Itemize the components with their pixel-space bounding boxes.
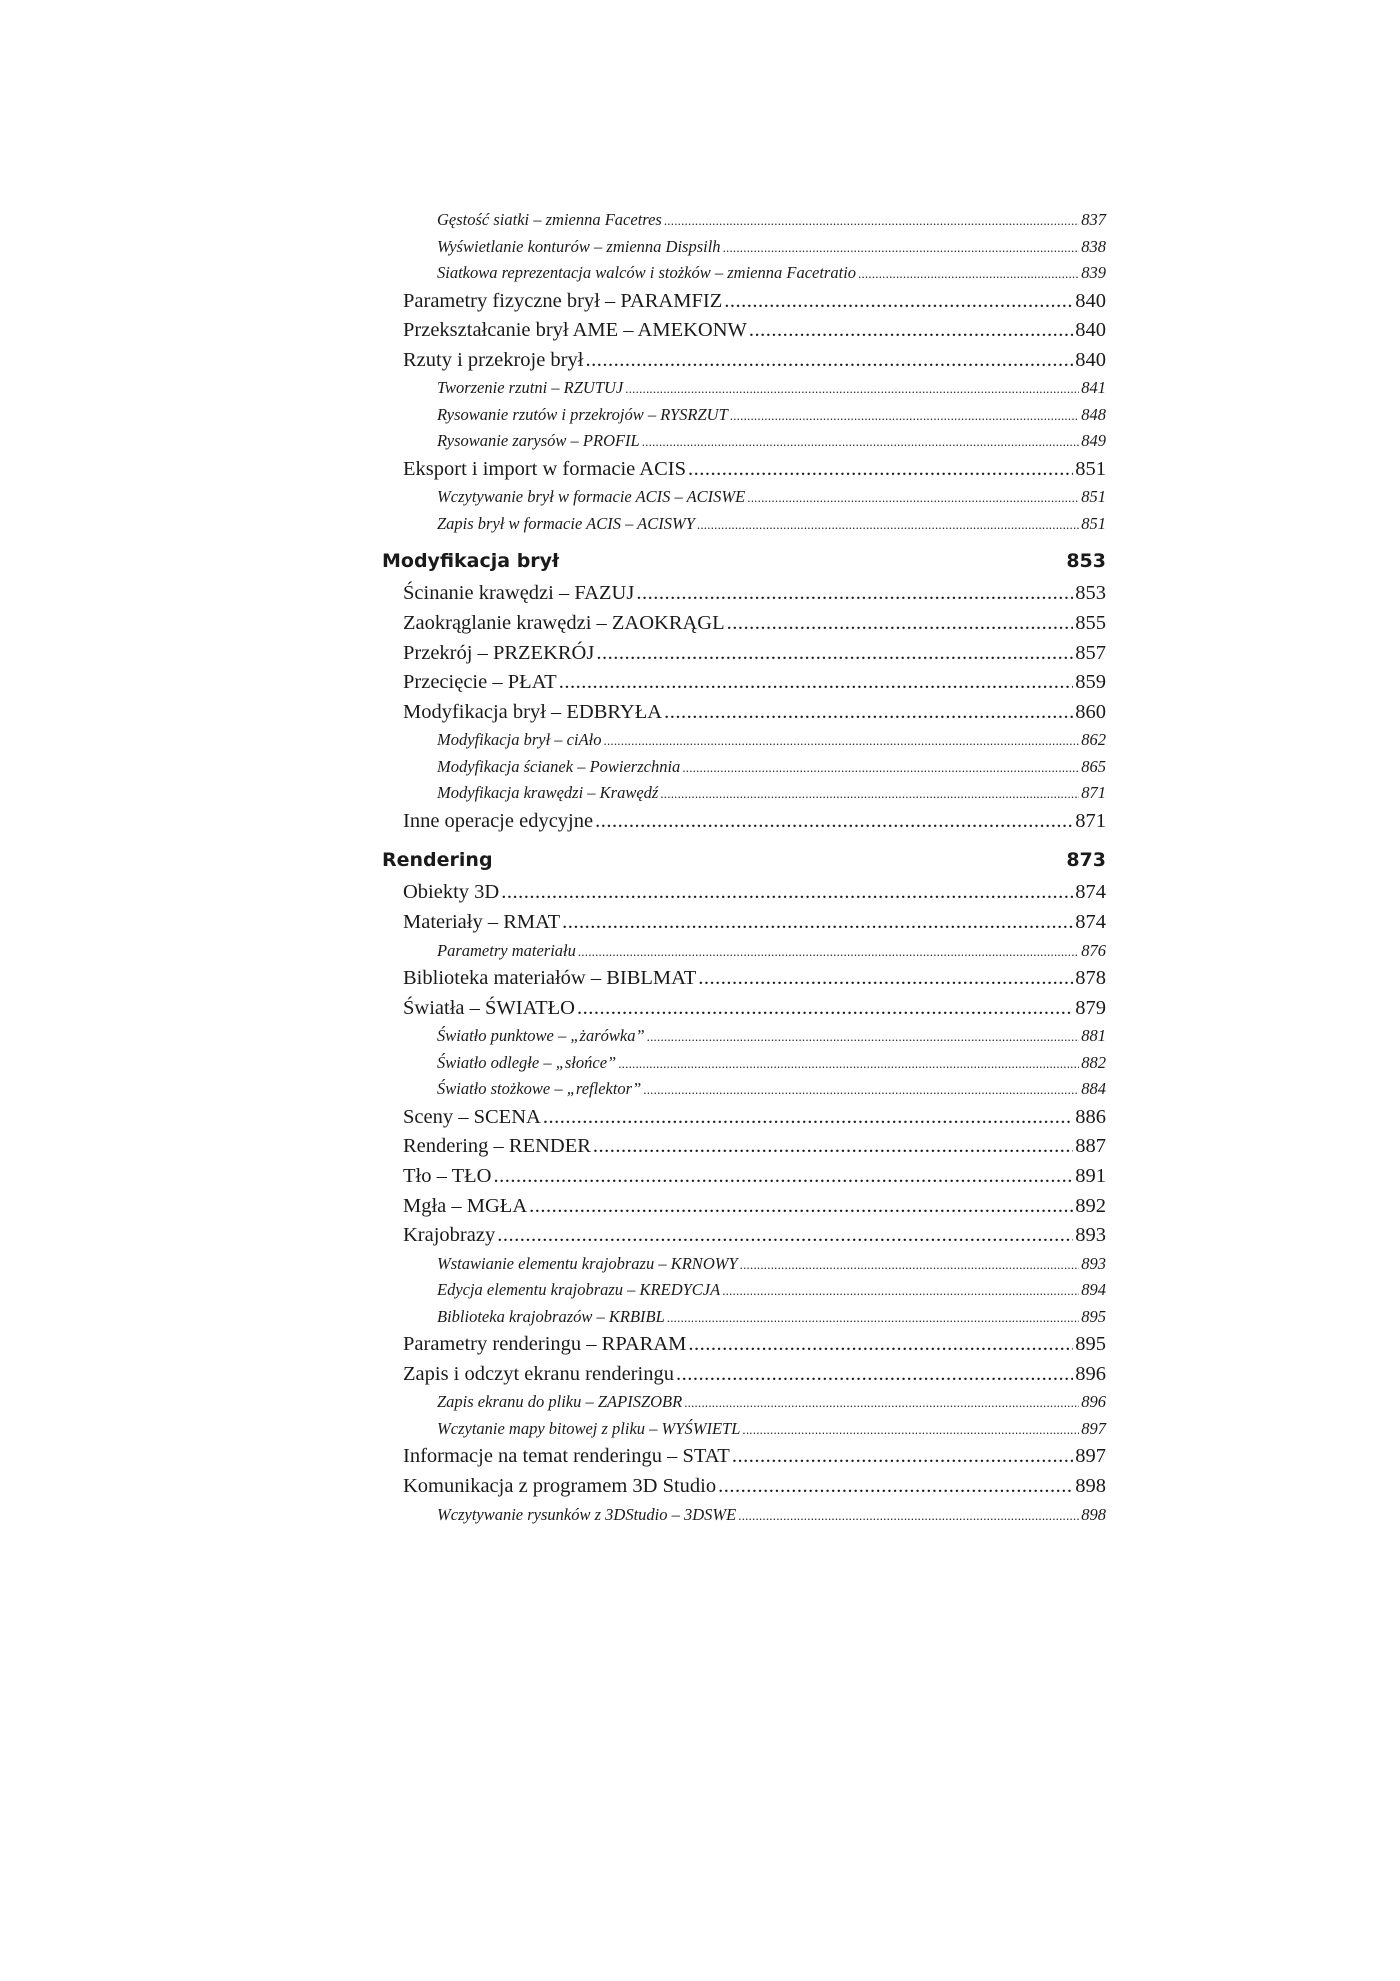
entry-page-number: 840 bbox=[1075, 319, 1106, 342]
entry-title: Biblioteka materiałów – BIBLMAT bbox=[403, 967, 697, 990]
dot-leader bbox=[742, 1417, 1079, 1444]
toc-entry bbox=[382, 1132, 1106, 1162]
entry-title: Światła – ŚWIATŁO bbox=[403, 996, 575, 1019]
entry-page-number: 898 bbox=[1081, 1504, 1106, 1524]
toc-entry bbox=[382, 639, 1106, 669]
entry-title: Światło stożkowe – „reflektor” bbox=[437, 1079, 642, 1099]
entry-page-number: 879 bbox=[1075, 996, 1106, 1019]
entry-title: Mgła – MGŁA bbox=[403, 1194, 528, 1217]
toc-subentry bbox=[382, 1277, 1106, 1304]
entry-title: Parametry materiału bbox=[437, 940, 576, 960]
toc-subentry bbox=[382, 938, 1106, 965]
toc-entry bbox=[382, 579, 1106, 609]
entry-title: Modyfikacja krawędzi – Krawędź bbox=[437, 783, 659, 803]
entry-page-number: 837 bbox=[1081, 210, 1106, 229]
entry-title: Tło – TŁO bbox=[403, 1165, 492, 1187]
dot-leader bbox=[682, 755, 1079, 782]
dot-leader bbox=[676, 1360, 1073, 1390]
entry-title: Rendering – RENDER bbox=[403, 1135, 591, 1158]
toc-entry bbox=[382, 964, 1106, 994]
dot-leader bbox=[618, 1051, 1079, 1078]
toc-subentry bbox=[382, 428, 1106, 455]
dot-leader bbox=[647, 1024, 1080, 1051]
entry-page-number: 857 bbox=[1075, 641, 1106, 664]
toc-entry bbox=[382, 807, 1106, 837]
entry-title: Siatkowa reprezentacja walców i stożków – zmienna Facetratio bbox=[437, 263, 857, 282]
toc-entry bbox=[382, 1221, 1106, 1251]
toc-entry bbox=[382, 1360, 1106, 1390]
entry-page-number: 898 bbox=[1075, 1475, 1106, 1498]
entry-page-number: 895 bbox=[1081, 1306, 1106, 1326]
dot-leader bbox=[749, 316, 1073, 346]
dot-leader bbox=[529, 1192, 1073, 1222]
toc-subentry bbox=[382, 1023, 1106, 1050]
entry-page-number: 895 bbox=[1075, 1333, 1106, 1356]
entry-page-number: 881 bbox=[1081, 1026, 1106, 1046]
entry-page-number: 878 bbox=[1075, 967, 1106, 990]
entry-title: Wczytywanie rysunków z 3DStudio – 3DSWE bbox=[437, 1504, 737, 1524]
dot-leader bbox=[718, 1472, 1073, 1502]
entry-title: Rzuty i przekroje brył bbox=[403, 348, 584, 371]
entry-title: Inne operacje edycyjne bbox=[403, 809, 594, 832]
entry-page-number: 851 bbox=[1075, 457, 1106, 480]
chapter-title: Rendering bbox=[382, 849, 493, 872]
dot-leader bbox=[585, 346, 1073, 376]
dot-leader bbox=[722, 1278, 1079, 1305]
entry-page-number: 874 bbox=[1075, 881, 1106, 904]
toc-entry bbox=[382, 316, 1106, 346]
entry-title: Wyświetlanie konturów – zmienna Dispsilh bbox=[437, 236, 721, 256]
chapter-title: Modyfikacja brył bbox=[382, 550, 560, 573]
toc-subentry bbox=[382, 234, 1106, 261]
toc-entry bbox=[382, 346, 1106, 376]
dot-leader bbox=[543, 1103, 1073, 1133]
entry-page-number: 849 bbox=[1081, 431, 1106, 451]
entry-page-number: 838 bbox=[1081, 236, 1106, 256]
entry-title: Wstawianie elementu krajobrazu – KRNOWY bbox=[437, 1253, 738, 1273]
entry-title: Wczytywanie brył w formacie ACIS – ACISWE bbox=[437, 487, 746, 507]
entry-title: Tworzenie rzutni – RZUTUJ bbox=[437, 378, 624, 398]
entry-title: Modyfikacja ścianek – Powierzchnia bbox=[437, 756, 681, 776]
toc-subentry bbox=[382, 207, 1106, 234]
entry-title: Zapis i odczyt ekranu renderingu bbox=[403, 1362, 674, 1385]
toc-entry bbox=[382, 1472, 1106, 1502]
entry-page-number: 860 bbox=[1075, 700, 1106, 723]
entry-title: Zaokrąglanie krawędzi – ZAOKRĄGL bbox=[403, 611, 725, 634]
entry-title: Parametry renderingu – RPARAM bbox=[403, 1333, 687, 1356]
toc-subentry bbox=[382, 260, 1106, 287]
entry-page-number: 882 bbox=[1081, 1052, 1106, 1072]
toc-entry bbox=[382, 698, 1106, 728]
entry-title: Krajobrazy bbox=[403, 1224, 496, 1247]
dot-leader bbox=[732, 1442, 1073, 1472]
toc-entry bbox=[382, 1103, 1106, 1133]
dot-leader bbox=[643, 1077, 1079, 1104]
dot-leader bbox=[727, 609, 1074, 639]
toc-entry bbox=[382, 287, 1106, 317]
dot-leader bbox=[625, 376, 1079, 403]
table-of-contents bbox=[382, 207, 1106, 1528]
toc-entry bbox=[382, 908, 1106, 938]
entry-page-number: 896 bbox=[1075, 1362, 1106, 1385]
entry-page-number: 840 bbox=[1075, 348, 1106, 371]
toc-subentry bbox=[382, 375, 1106, 402]
dot-leader bbox=[688, 1330, 1073, 1360]
dot-leader bbox=[577, 994, 1073, 1024]
entry-page-number: 876 bbox=[1081, 940, 1106, 960]
entry-page-number: 851 bbox=[1081, 487, 1106, 507]
entry-title: Materiały – RMAT bbox=[403, 911, 561, 934]
dot-leader bbox=[747, 485, 1079, 512]
toc-subentry bbox=[382, 1304, 1106, 1331]
dot-leader bbox=[660, 781, 1079, 808]
entry-page-number: 871 bbox=[1075, 809, 1106, 832]
entry-title: Biblioteka krajobrazów – KRBIBL bbox=[437, 1306, 665, 1326]
dot-leader bbox=[740, 1252, 1080, 1279]
entry-page-number: 897 bbox=[1081, 1418, 1106, 1438]
entry-page-number: 891 bbox=[1075, 1165, 1106, 1187]
entry-title: Edycja elementu krajobrazu – KREDYCJA bbox=[437, 1280, 721, 1300]
entry-title: Przekształcanie brył AME – AMEKONW bbox=[403, 319, 747, 342]
toc-entry bbox=[382, 609, 1106, 639]
entry-title: Ścinanie krawędzi – FAZUJ bbox=[403, 582, 635, 605]
entry-title: Przekrój – PRZEKRÓJ bbox=[403, 641, 595, 664]
entry-title: Modyfikacja brył – EDBRYŁA bbox=[403, 700, 663, 723]
dot-leader bbox=[596, 639, 1073, 669]
toc-subentry bbox=[382, 484, 1106, 511]
entry-title: Wczytanie mapy bitowej z pliku – WYŚWIETL bbox=[437, 1418, 741, 1438]
entry-title: Modyfikacja brył – ciAło bbox=[437, 730, 602, 750]
toc-entry bbox=[382, 1162, 1106, 1192]
dot-leader bbox=[642, 429, 1080, 456]
dot-leader bbox=[697, 512, 1079, 539]
entry-page-number: 893 bbox=[1081, 1253, 1106, 1273]
dot-leader bbox=[501, 878, 1073, 908]
toc-entry bbox=[382, 1192, 1106, 1222]
toc-subentry bbox=[382, 780, 1106, 807]
toc-entry bbox=[382, 455, 1106, 485]
entry-title: Eksport i import w formacie ACIS bbox=[403, 457, 686, 480]
dot-leader bbox=[593, 1132, 1073, 1162]
dot-leader bbox=[664, 698, 1073, 728]
entry-page-number: 893 bbox=[1075, 1224, 1106, 1247]
entry-title: Rysowanie zarysów – PROFIL bbox=[437, 431, 640, 451]
chapter-heading bbox=[382, 842, 1106, 878]
toc-subentry bbox=[382, 402, 1106, 429]
toc-entry bbox=[382, 668, 1106, 698]
entry-title: Światło odległe – „słońce” bbox=[437, 1052, 617, 1072]
toc-subentry bbox=[382, 511, 1106, 538]
entry-title: Zapis ekranu do pliku – ZAPISZOBR bbox=[437, 1392, 683, 1412]
dot-leader bbox=[730, 403, 1079, 430]
entry-page-number: 897 bbox=[1075, 1445, 1106, 1468]
chapter-page-number: 873 bbox=[1066, 849, 1106, 872]
dot-leader bbox=[858, 261, 1079, 288]
toc-subentry bbox=[382, 1050, 1106, 1077]
toc-subentry bbox=[382, 1416, 1106, 1443]
entry-page-number: 884 bbox=[1081, 1079, 1106, 1099]
entry-title: Światło punktowe – „żarówka” bbox=[437, 1026, 645, 1046]
dot-leader bbox=[636, 579, 1073, 609]
toc-subentry bbox=[382, 754, 1106, 781]
toc-subentry bbox=[382, 727, 1106, 754]
dot-leader bbox=[559, 668, 1074, 698]
dot-leader bbox=[684, 1390, 1079, 1417]
dot-leader bbox=[664, 208, 1079, 235]
entry-page-number: 862 bbox=[1081, 730, 1106, 750]
entry-title: Rysowanie rzutów i przekrojów – RYSRZUT bbox=[437, 404, 728, 424]
entry-page-number: 886 bbox=[1075, 1105, 1106, 1128]
dot-leader bbox=[604, 728, 1080, 755]
entry-title: Sceny – SCENA bbox=[403, 1105, 541, 1128]
entry-title: Przecięcie – PŁAT bbox=[403, 671, 557, 694]
entry-page-number: 853 bbox=[1075, 582, 1106, 605]
dot-leader bbox=[562, 908, 1073, 938]
entry-page-number: 839 bbox=[1081, 263, 1106, 282]
entry-page-number: 841 bbox=[1081, 378, 1106, 398]
toc-entry bbox=[382, 994, 1106, 1024]
dot-leader bbox=[595, 807, 1073, 837]
dot-leader bbox=[497, 1221, 1073, 1251]
entry-title: Parametry fizyczne brył – PARAMFIZ bbox=[403, 289, 723, 312]
entry-title: Komunikacja z programem 3D Studio bbox=[403, 1475, 717, 1498]
toc-entry bbox=[382, 1442, 1106, 1472]
dot-leader bbox=[493, 1162, 1073, 1192]
toc-subentry bbox=[382, 1076, 1106, 1103]
entry-page-number: 871 bbox=[1081, 783, 1106, 803]
dot-leader bbox=[698, 964, 1073, 994]
entry-page-number: 859 bbox=[1075, 671, 1106, 694]
entry-page-number: 894 bbox=[1081, 1280, 1106, 1300]
dot-leader bbox=[688, 455, 1073, 485]
dot-leader bbox=[578, 939, 1079, 966]
entry-page-number: 840 bbox=[1075, 289, 1106, 312]
entry-page-number: 855 bbox=[1075, 611, 1106, 634]
entry-page-number: 848 bbox=[1081, 404, 1106, 424]
entry-title: Zapis brył w formacie ACIS – ACISWY bbox=[437, 513, 695, 533]
dot-leader bbox=[723, 235, 1080, 262]
entry-title: Obiekty 3D bbox=[403, 881, 500, 904]
entry-title: Informacje na temat renderingu – STAT bbox=[403, 1445, 730, 1468]
toc-entry bbox=[382, 1330, 1106, 1360]
chapter-heading bbox=[382, 543, 1106, 579]
toc-subentry bbox=[382, 1502, 1106, 1529]
entry-page-number: 865 bbox=[1081, 756, 1106, 776]
entry-page-number: 892 bbox=[1075, 1194, 1106, 1217]
entry-page-number: 874 bbox=[1075, 911, 1106, 934]
entry-title: Gęstość siatki – zmienna Facetres bbox=[437, 210, 662, 229]
chapter-page-number: 853 bbox=[1066, 550, 1106, 573]
entry-page-number: 887 bbox=[1075, 1135, 1106, 1158]
toc-subentry bbox=[382, 1389, 1106, 1416]
toc-subentry bbox=[382, 1251, 1106, 1278]
dot-leader bbox=[667, 1305, 1079, 1332]
dot-leader bbox=[738, 1503, 1079, 1530]
dot-leader bbox=[724, 287, 1073, 317]
entry-page-number: 896 bbox=[1081, 1392, 1106, 1412]
toc-entry bbox=[382, 878, 1106, 908]
entry-page-number: 851 bbox=[1081, 513, 1106, 533]
